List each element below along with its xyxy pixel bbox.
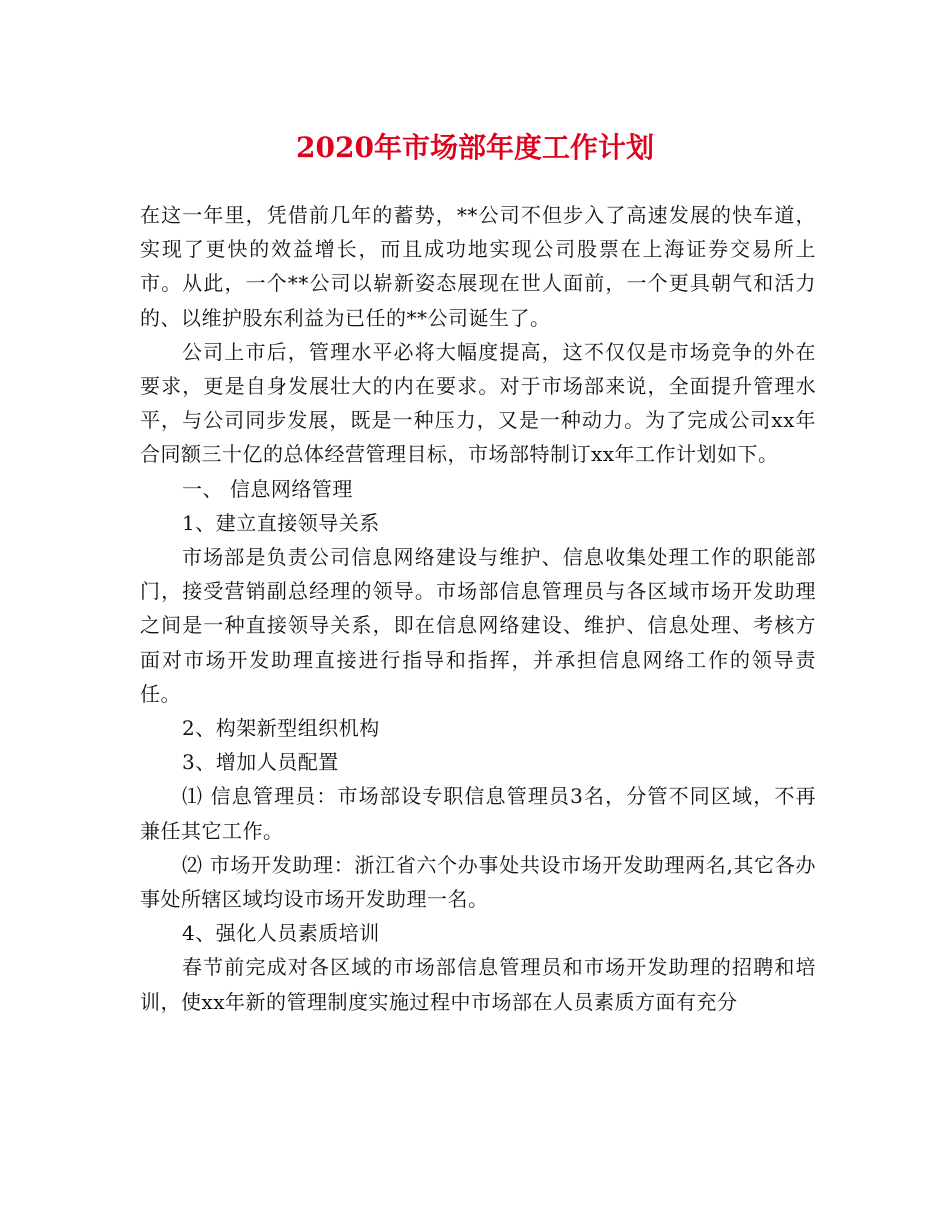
paragraph-intro: 在这一年里，凭借前几年的蓄势，**公司不但步入了高速发展的快车道，实现了更快的效益增长，而且成功地实现公司股票在上海证券交易所上市。从此，一个**公司以崭新姿态展现在世人面前，一个更具朝气和活力的、以维护股东利益为已任的**公司诞生了。: [140, 203, 816, 330]
list-item-market-assistant: ⑵ 市场开发助理：浙江省六个办事处共设市场开发助理两名,其它各办事处所辖区域均设市场开发助理一名。: [140, 852, 816, 912]
paragraph-leadership-relation: 市场部是负责公司信息网络建设与维护、信息收集处理工作的职能部门，接受营销副总经理的领导。市场部信息管理员与各区域市场开发助理之间是一种直接领导关系，即在信息网络建设、维护、信息处理、考核方面对市场开发助理直接进行指导和指挥，并承担信息网络工作的领导责任。: [140, 545, 816, 706]
paragraph-listing-requirements: 公司上市后，管理水平必将大幅度提高，这不仅仅是市场竞争的外在要求，更是自身发展壮大的内在要求。对于市场部来说，全面提升管理水平，与公司同步发展，既是一种压力，又是一种动力。为了完成公司xx年合同额三十亿的总体经营管理目标，市场部特制订xx年工作计划如下。: [140, 339, 816, 467]
subheading-training: 4、强化人员素质培训: [182, 921, 380, 946]
document-body: [140, 198, 816, 1019]
subheading-organization: 2、构架新型组织机构: [182, 716, 380, 741]
subheading-staffing: 3、增加人员配置: [182, 750, 339, 775]
paragraph-training: 春节前完成对各区域的市场部信息管理员和市场开发助理的招聘和培训，使xx年新的管理制度实施过程中市场部在人员素质方面有充分: [140, 955, 816, 1014]
document-title: 2020年市场部年度工作计划: [296, 131, 654, 164]
section-heading-info-network: 一、 信息网络管理: [182, 476, 353, 501]
list-item-info-manager: ⑴ 信息管理员：市场部设专职信息管理员3名，分管不同区域，不再兼任其它工作。: [140, 784, 816, 843]
subheading-leadership-relation: 1、建立直接领导关系: [182, 510, 380, 535]
